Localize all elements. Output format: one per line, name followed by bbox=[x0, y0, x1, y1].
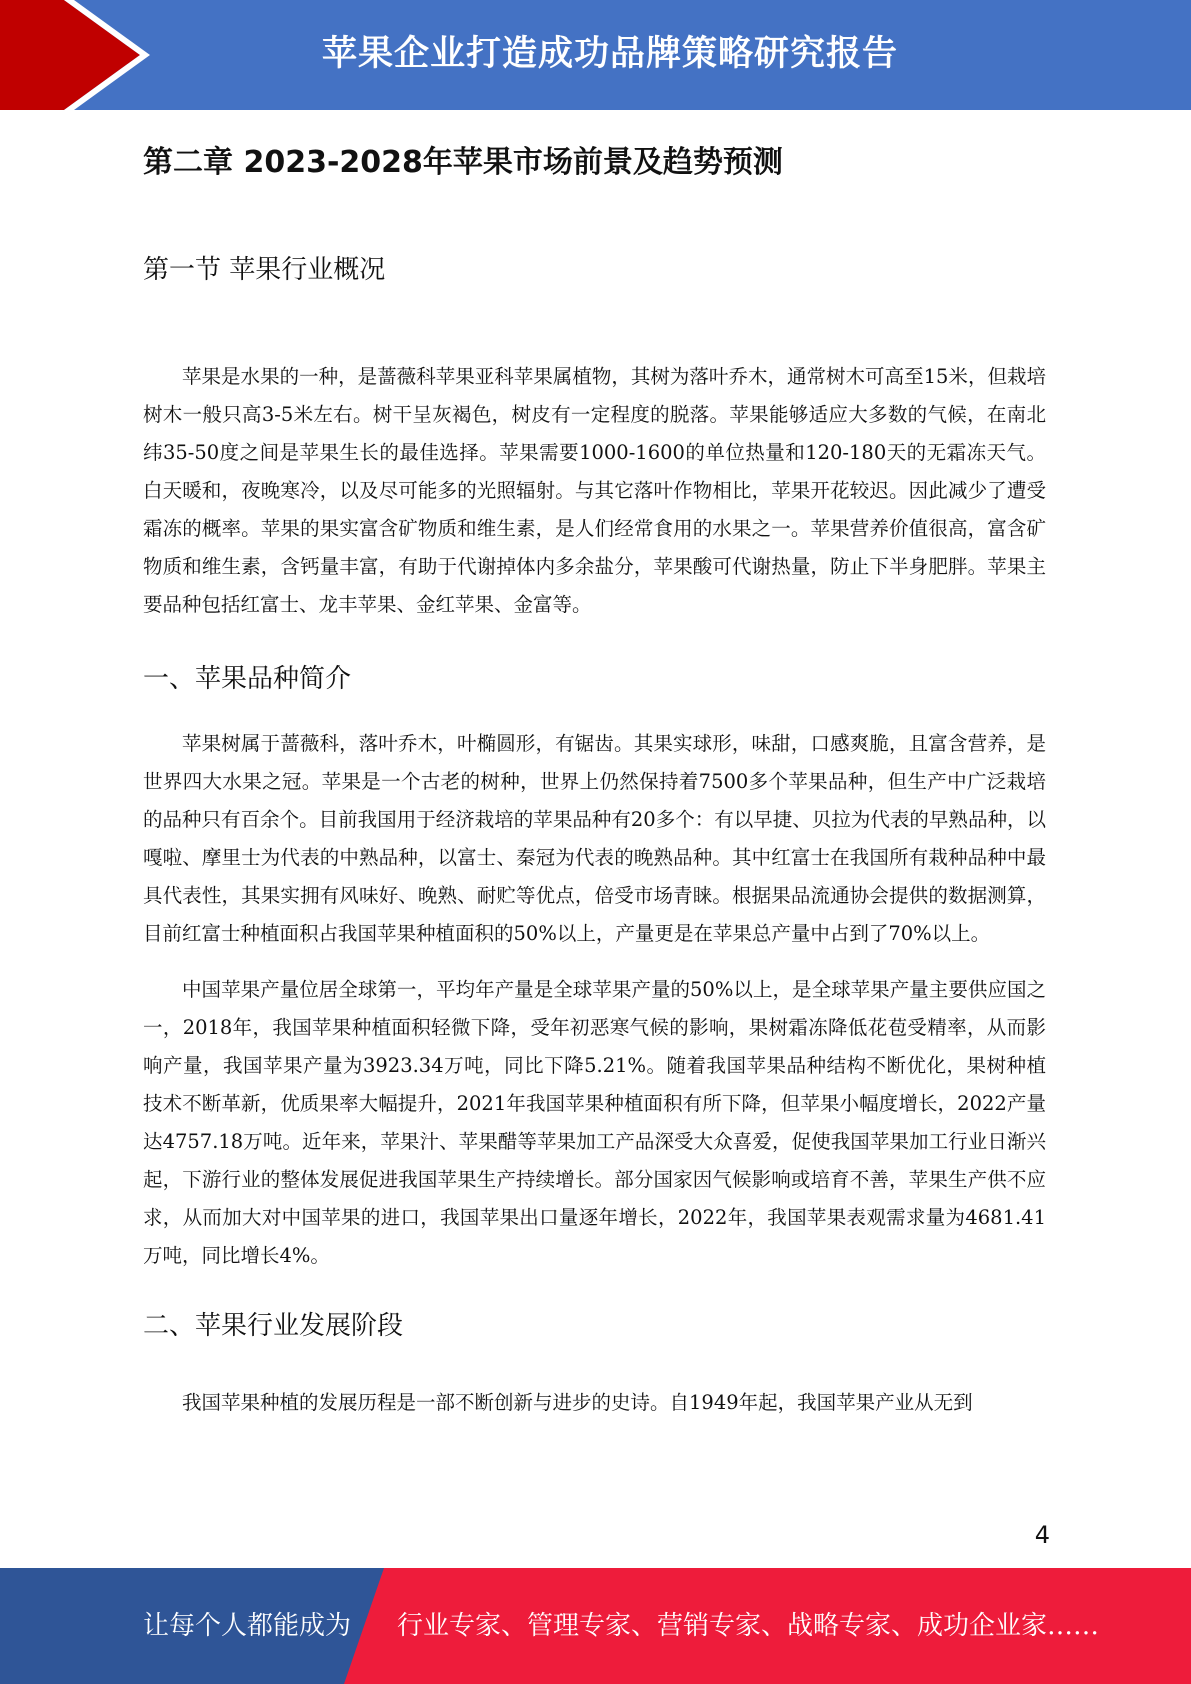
varieties-heading: 一、苹果品种简介 bbox=[143, 664, 352, 694]
footer-slogan-left: 让每个人都能成为 bbox=[143, 1611, 352, 1641]
production-paragraph: 中国苹果产量位居全球第一，平均年产量是全球苹果产量的50%以上，是全球苹果产量主要供应国之一，2018年，我国苹果种植面积轻微下降，受年初恶寒气候的影响，果树霜冻降低花苞受精率，从而影响产量，我国苹果产量为3923.34万吨，同比下降5.21%。随着我国苹果品种结构不断优化，果树种植技术不断革新，优质果率大幅提升，2021年我国苹果种植面积有所下降，但苹果小幅度增长，2022产量达4757.18万吨。近年来，苹果汁、苹果醋等苹果加工产品深受大众喜爱，促使我国苹果加工行业日渐兴起，下游行业的整体发展促进我国苹果生产持续增长。部分国家因气候影响或培育不善，苹果生产供不应求，从而加大对中国苹果的进口，我国苹果出口量逐年增长，2022年，我国苹果表观需求量为4681.41万吨，同比增长4%。 bbox=[143, 978, 1046, 1267]
section-title: 第一节 苹果行业概况 bbox=[143, 255, 386, 285]
varieties-paragraph: 苹果树属于蔷薇科，落叶乔木，叶椭圆形，有锯齿。其果实球形，味甜，口感爽脆，且富含营养，是世界四大水果之冠。苹果是一个古老的树种，世界上仍然保持着7500多个苹果品种，但生产中广泛栽培的品种只有百余个。目前我国用于经济栽培的苹果品种有20多个：有以早捷、贝拉为代表的早熟品种，以嘎啦、摩里士为代表的中熟品种，以富士、秦冠为代表的晚熟品种。其中红富士在我国所有栽种品种中最具代表性，其果实拥有风味好、晚熟、耐贮等优点，倍受市场青睐。根据果品流通协会提供的数据测算，目前红富士种植面积占我国苹果种植面积的50%以上，产量更是在苹果总产量中占到了70%以上。 bbox=[143, 732, 1046, 945]
footer-slogan-right: 行业专家、管理专家、营销专家、战略专家、成功企业家…… bbox=[397, 1611, 1100, 1641]
stages-heading: 二、苹果行业发展阶段 bbox=[143, 1311, 404, 1341]
report-title: 苹果企业打造成功品牌策略研究报告 bbox=[321, 34, 898, 74]
header-arrow-decoration bbox=[0, 0, 160, 110]
chapter-title: 第二章 2023-2028年苹果市场前景及趋势预测 bbox=[143, 145, 783, 180]
page-footer bbox=[0, 1568, 1191, 1684]
stages-paragraph: 我国苹果种植的发展历程是一部不断创新与进步的史诗。自1949年起，我国苹果产业从无到 bbox=[182, 1391, 973, 1414]
page-content bbox=[143, 130, 1046, 1422]
page-header bbox=[0, 0, 1191, 110]
page-number: 4 bbox=[1034, 1521, 1050, 1549]
intro-paragraph: 苹果是水果的一种，是蔷薇科苹果亚科苹果属植物，其树为落叶乔木，通常树木可高至15米，但栽培树木一般只高3-5米左右。树干呈灰褐色，树皮有一定程度的脱落。苹果能够适应大多数的气候，在南北纬35-50度之间是苹果生长的最佳选择。苹果需要1000-1600的单位热量和120-180天的无霜冻天气。白天暖和，夜晚寒冷，以及尽可能多的光照辐射。与其它落叶作物相比，苹果开花较迟。因此减少了遭受霜冻的概率。苹果的果实富含矿物质和维生素，是人们经常食用的水果之一。苹果营养价值很高，富含矿物质和维生素，含钙量丰富，有助于代谢掉体内多余盐分，苹果酸可代谢热量，防止下半身肥胖。苹果主要品种包括红富士、龙丰苹果、金红苹果、金富等。 bbox=[143, 365, 1046, 616]
